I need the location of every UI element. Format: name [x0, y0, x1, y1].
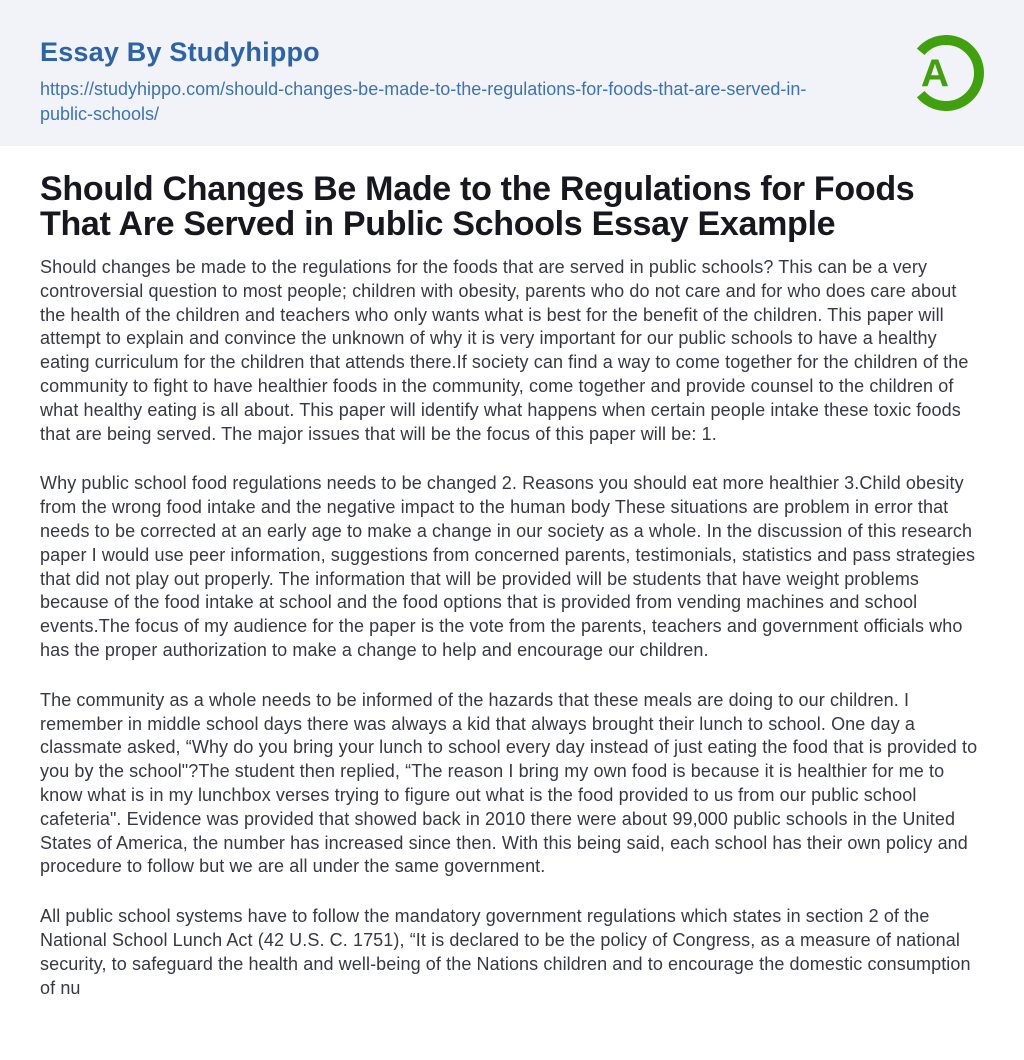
article-body	[0, 172, 1024, 1000]
site-label: Essay By Studyhippo	[40, 37, 320, 67]
article-paragraph-2: Why public school food regulations needs to be changed 2. Reasons you should eat more healthier 3.Child obesity from the wrong food intake and the negative impact to the human body These situations are problem in error that needs to be corrected at an early age to make a change in our society as a whole. In the discussion of this research paper I would use peer information, suggestions from concerned parents, testimonials, statistics and pass strategies that did not play out properly. The information that will be provided will be students that have weight problems because of the food intake at school and the food options that is provided from vending machines and school events.The focus of my audience for the paper is the vote from the parents, teachers and government officials who has the proper authorization to make a change to help and encourage our children.	[40, 473, 976, 660]
studyhippo-logo	[907, 34, 985, 112]
page-header	[0, 0, 1024, 146]
source-url-link[interactable]: https://studyhippo.com/should-changes-be-made-to-the-regulations-for-foods-that-are-served-in-public-schools/	[40, 79, 807, 124]
article-paragraph-3: The community as a whole needs to be informed of the hazards that these meals are doing to our children. I remember in middle school days there was always a kid that always brought their lunch to school. One day a classmate asked, “Why do you bring your lunch to school every day instead of just eating the food that is provided to you by the school"?The student then replied, “The reason I bring my own food is because it is healthier for me to know what is in my lunchbox verses trying to figure out what is the food provided to us from our public school cafeteria". Evidence was provided that showed back in 2010 there were about 99,000 public schools in the United States of America, the number has increased since then. With this being said, each school has their own policy and procedure to follow but we are all under the same government.	[40, 689, 978, 877]
article-paragraph-4: All public school systems have to follow the mandatory government regulations which states in section 2 of the National School Lunch Act (42 U.S. C. 1751), “It is declared to be the policy of Congress, as a measure of national security, to safeguard the health and well-being of the Nations children and to encourage the domestic consumption of nu	[40, 906, 971, 998]
article-paragraph-1: Should changes be made to the regulations for the foods that are served in public schools? This can be a very controversial question to most people; children with obesity, parents who do not care and for who does care about the health of the children and teachers who only wants what is best for the benefit of the children. This paper will attempt to explain and convince the unknown of why it is very important for our public schools to have a healthy eating curriculum for the children that attends there.If society can find a way to come together for the children of the community to fight to have healthier foods in the community, come together and provide counsel to the children of what healthy eating is all about. This paper will identify what happens when certain people intake these toxic foods that are being served. The major issues that will be the focus of this paper will be: 1.	[40, 257, 969, 444]
logo-letter: A	[920, 52, 950, 96]
article-title: Should Changes Be Made to the Regulations for Foods That Are Served in Public Schools Essay Example	[40, 170, 915, 243]
